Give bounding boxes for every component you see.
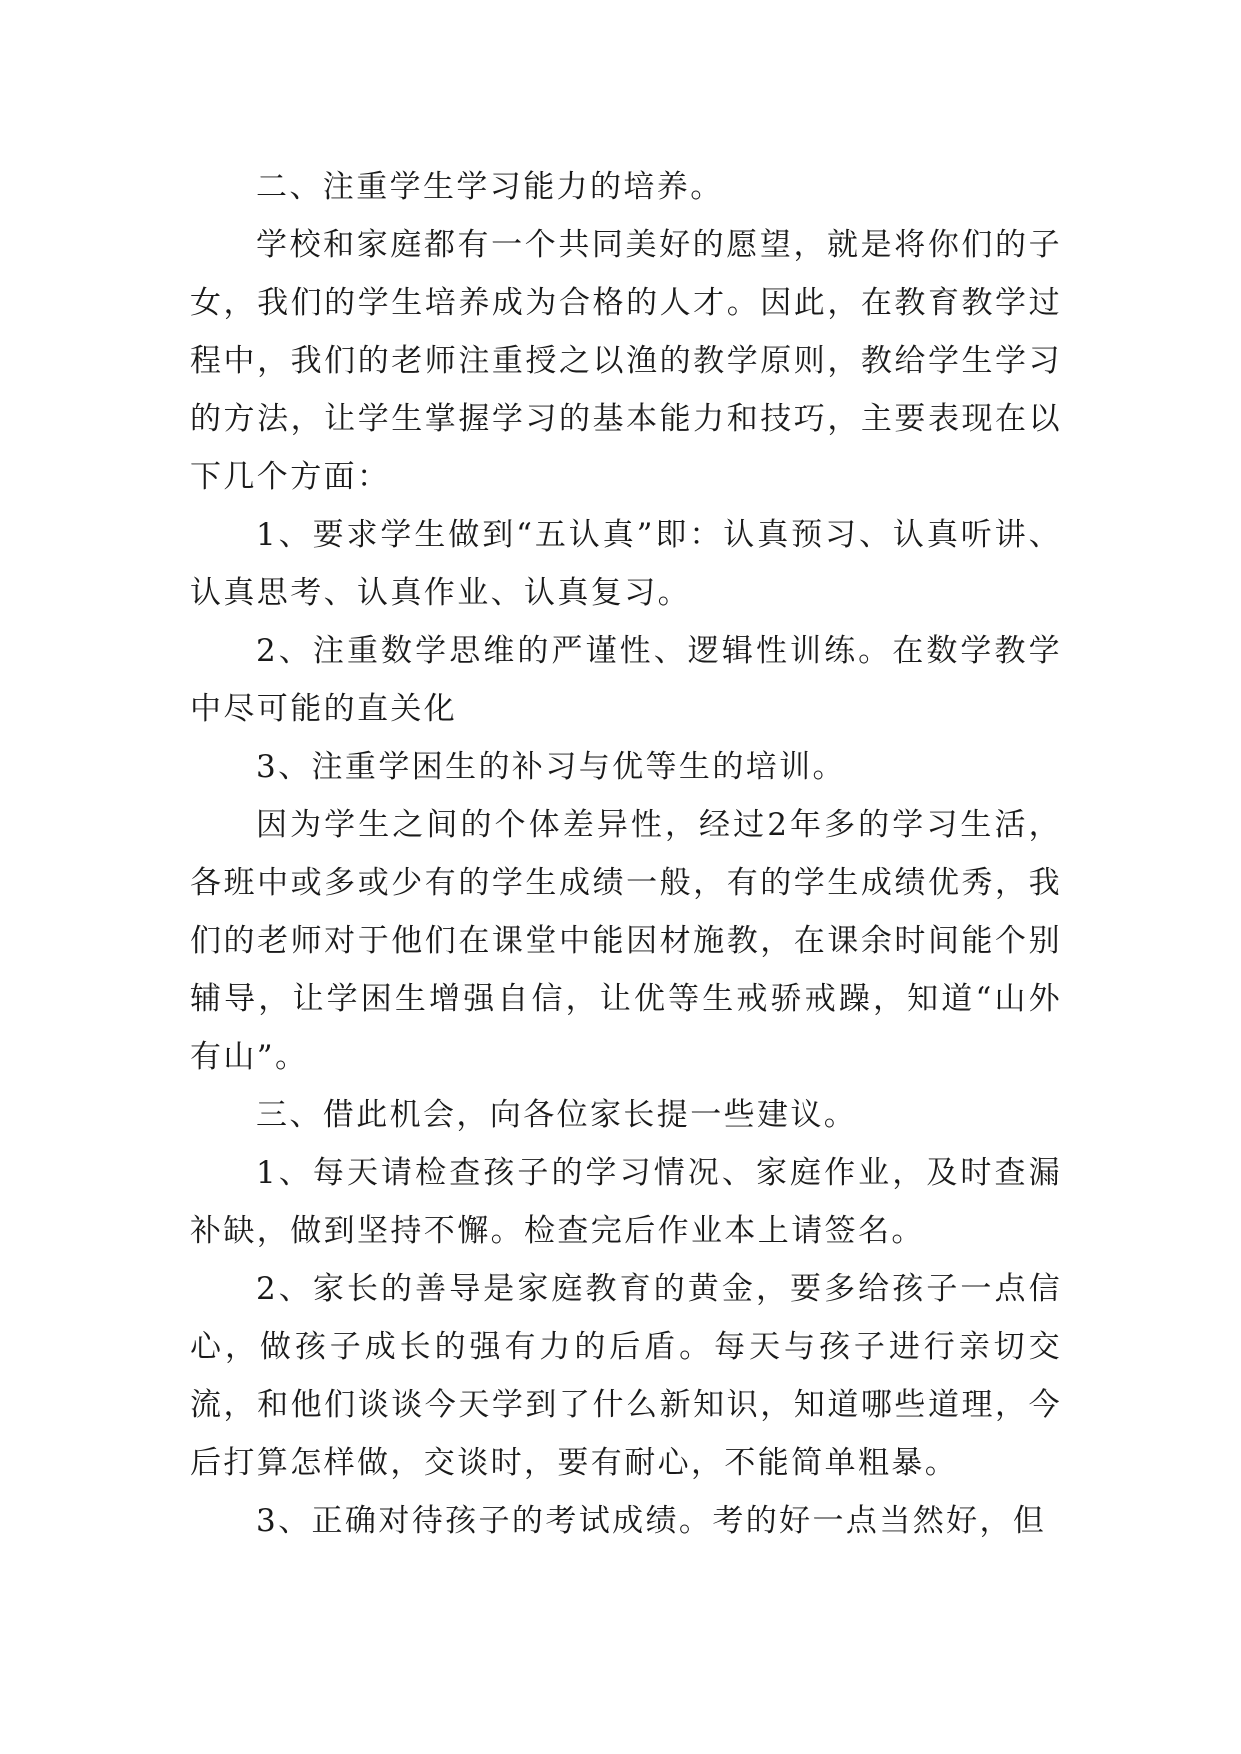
paragraph-intro: 学校和家庭都有一个共同美好的愿望，就是将你们的子女，我们的学生培养成为合格的人才。因此，在教育教学过程中，我们的老师注重授之以渔的教学原则，教给学生学习的方法，让学生掌握学习的基本能力和技巧，主要表现在以下几个方面： — [190, 227, 1062, 495]
list-item-1: 1、要求学生做到“五认真”即：认真预习、认真听讲、认真思考、认真作业、认真复习。 — [190, 517, 1062, 611]
list-item-3: 3、注重学困生的补习与优等生的培训。 — [256, 749, 846, 785]
suggestion-item-1: 1、每天请检查孩子的学习情况、家庭作业，及时查漏补缺，做到坚持不懈。检查完后作业本上请签名。 — [190, 1155, 1062, 1249]
suggestion-item-3: 3、正确对待孩子的考试成绩。考的好一点当然好，但 — [256, 1503, 1047, 1539]
document-page — [190, 158, 1062, 1550]
paragraph-differences: 因为学生之间的个体差异性，经过2年多的学习生活，各班中或多或少有的学生成绩一般，有的学生成绩优秀，我们的老师对于他们在课堂中能因材施教，在课余时间能个别辅导，让学困生增强自信，让优等生戒骄戒躁，知道“山外有山”。 — [190, 807, 1062, 1075]
section-heading-two: 二、注重学生学习能力的培养。 — [256, 169, 724, 205]
section-heading-three: 三、借此机会，向各位家长提一些建议。 — [256, 1097, 858, 1133]
suggestion-item-2: 2、家长的善导是家庭教育的黄金，要多给孩子一点信心，做孩子成长的强有力的后盾。每天与孩子进行亲切交流，和他们谈谈今天学到了什么新知识，知道哪些道理，今后打算怎样做，交谈时，要有耐心，不能简单粗暴。 — [190, 1271, 1062, 1481]
list-item-2: 2、注重数学思维的严谨性、逻辑性训练。在数学教学中尽可能的直关化 — [190, 633, 1062, 727]
